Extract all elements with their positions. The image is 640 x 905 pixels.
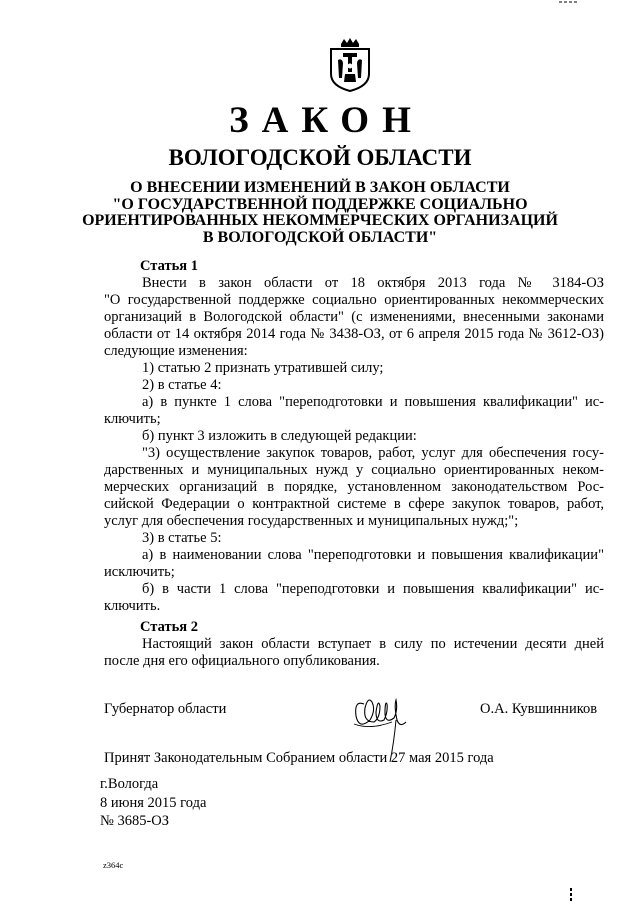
city: г.Вологда [100, 776, 159, 792]
text-line: мерческих организаций в порядке, установленном законодательством Рос- [104, 479, 604, 495]
text-line: Настоящий закон области вступает в силу по истечении десяти дней [142, 636, 604, 652]
signatory-position: Губернатор области [104, 701, 227, 717]
scan-mark-bottom [568, 888, 574, 902]
text-line: области от 14 октября 2014 года № 3438-ОЗ, от 6 апреля 2015 года № 3612-ОЗ) [104, 326, 604, 342]
text-line: сийской Федерации о контрактной системе в сфере закупок товаров, работ, [104, 496, 604, 512]
article-1-heading: Статья 1 [140, 258, 198, 274]
text-line: ключить. [104, 598, 161, 614]
text-line: а) в пункте 1 слова "переподготовки и повышения квалификации" ис- [142, 394, 604, 410]
text-line: следующие изменения: [104, 343, 248, 359]
text-line: 3) в статье 5: [142, 530, 222, 546]
document-code: z364c [103, 860, 124, 870]
text-line: дарственных и муниципальных нужд у социально ориентированных неком- [104, 462, 604, 478]
document-title: ЗАКОН [229, 100, 424, 141]
text-line: организаций в Вологодской области" (с изменениями, внесенными законами [104, 309, 604, 325]
place-date-block [100, 775, 206, 831]
signatory-name: О.А. Кувшинников [480, 701, 598, 717]
scan-mark-top [559, 0, 577, 4]
article-2-heading: Статья 2 [140, 619, 198, 635]
region-title: ВОЛОГОДСКОЙ ОБЛАСТИ [168, 145, 472, 170]
text-line: Внести в закон области от 18 октября 2013 года № 3184-ОЗ [142, 275, 604, 291]
text-line: "3) осуществление закупок товаров, работ, услуг для обеспечения госу- [142, 445, 604, 461]
text-line: б) пункт 3 изложить в следующей редакции: [142, 428, 417, 444]
text-line: услуг для обеспечения государственных и муниципальных нужд;"; [104, 513, 519, 529]
law-number: № 3685-ОЗ [100, 813, 170, 829]
text-line: ключить; [104, 411, 161, 427]
adoption-note: Принят Законодательным Собранием области 27 мая 2015 года [104, 750, 494, 766]
coat-of-arms-emblem [328, 38, 372, 92]
subtitle-line: В ВОЛОГОДСКОЙ ОБЛАСТИ" [202, 228, 438, 246]
text-line: 1) статью 2 признать утратившей силу; [142, 360, 384, 376]
text-line: а) в наименовании слова "переподготовки и повышения квалификации" [142, 547, 604, 563]
subtitle-line: ОРИЕНТИРОВАННЫХ НЕКОММЕРЧЕСКИХ ОРГАНИЗАЦИЙ [82, 212, 558, 229]
text-line: исключить; [104, 564, 175, 580]
law-subtitle [0, 180, 640, 246]
text-line: б) в части 1 слова "переподготовки и повышения квалификации" ис- [142, 581, 604, 597]
subtitle-line: "О ГОСУДАРСТВЕННОЙ ПОДДЕРЖКЕ СОЦИАЛЬНО [112, 195, 528, 213]
subtitle-line: О ВНЕСЕНИИ ИЗМЕНЕНИЙ В ЗАКОН ОБЛАСТИ [130, 179, 510, 196]
article-1-body [104, 275, 604, 615]
text-line: "О государственной поддержке социально ориентированных некоммерческих [104, 292, 604, 308]
text-line: 2) в статье 4: [142, 377, 222, 393]
text-line: после дня его официального опубликования. [104, 653, 380, 669]
signing-date: 8 июня 2015 года [100, 794, 207, 811]
article-2-body [104, 636, 604, 670]
